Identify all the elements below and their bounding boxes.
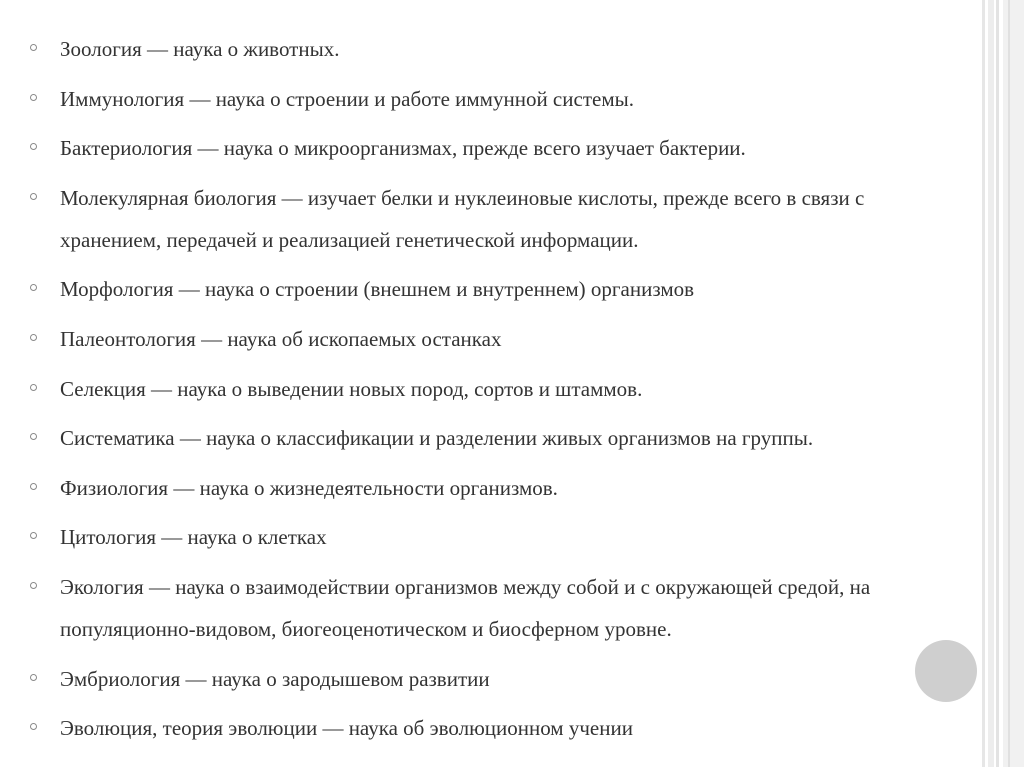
list-item [28,467,958,509]
list-item [28,28,958,70]
list-item-text: Физиология — наука о жизнедеятельности организмов. [60,475,558,500]
list-item-text: Селекция — наука о выведении новых пород, сортов и штаммов. [60,376,643,401]
list-item [28,177,958,261]
circle-bullet-icon [30,532,37,539]
circle-bullet-icon [30,334,37,341]
list-item-text: Палеонтология — наука об ископаемых останках [60,326,502,351]
decor-stripe [982,0,985,767]
list-item [28,318,958,360]
list-item-text: Зоология — наука о животных. [60,37,340,61]
circle-bullet-icon [30,44,37,51]
decor-stripe [1003,0,1024,767]
list-item-text: Экология — наука о взаимодействии организмов между собой и с окружающей средой, на популяционно-видовом, биогеоценотическом и биосферном уровне. [60,574,871,641]
list-item [28,566,958,650]
circle-bullet-icon [30,582,37,589]
list-item [28,127,958,169]
decor-stripe [1008,0,1010,767]
list-item [28,707,958,749]
circle-bullet-icon [30,193,37,200]
list-item [28,78,958,120]
list-item-text: Иммунология — наука о строении и работе иммунной системы. [60,86,634,111]
list-item-text: Цитология — наука о клетках [60,525,327,550]
bullet-list [28,28,958,757]
list-item-text: Молекулярная биология — изучает белки и нуклеиновые кислоты, прежде всего в связи с хранением, передачей и реализацией генетической информации. [60,185,865,252]
list-item-text: Эмбриология — наука о зародышевом развитии [60,666,490,691]
list-item [28,658,958,700]
list-item-text: Морфология — наука о строении (внешнем и внутреннем) организмов [60,277,695,302]
decor-stripe [996,0,999,767]
circle-bullet-icon [30,384,37,391]
circle-bullet-icon [30,143,37,150]
list-item [28,268,958,310]
decor-stripe [988,0,994,767]
list-item-text: Бактериология — наука о микроорганизмах, прежде всего изучает бактерии. [60,136,746,161]
list-item-text: Эволюция, теория эволюции — наука об эволюционном учении [60,716,633,741]
list-item [28,417,958,459]
circle-bullet-icon [30,433,37,440]
circle-bullet-icon [30,723,37,730]
circle-bullet-icon [30,674,37,681]
list-item [28,368,958,410]
circle-bullet-icon [30,94,37,101]
circle-bullet-icon [30,483,37,490]
list-item [28,516,958,558]
circle-bullet-icon [30,284,37,291]
list-item-text: Систематика — наука о классификации и разделении живых организмов на группы. [60,426,814,451]
